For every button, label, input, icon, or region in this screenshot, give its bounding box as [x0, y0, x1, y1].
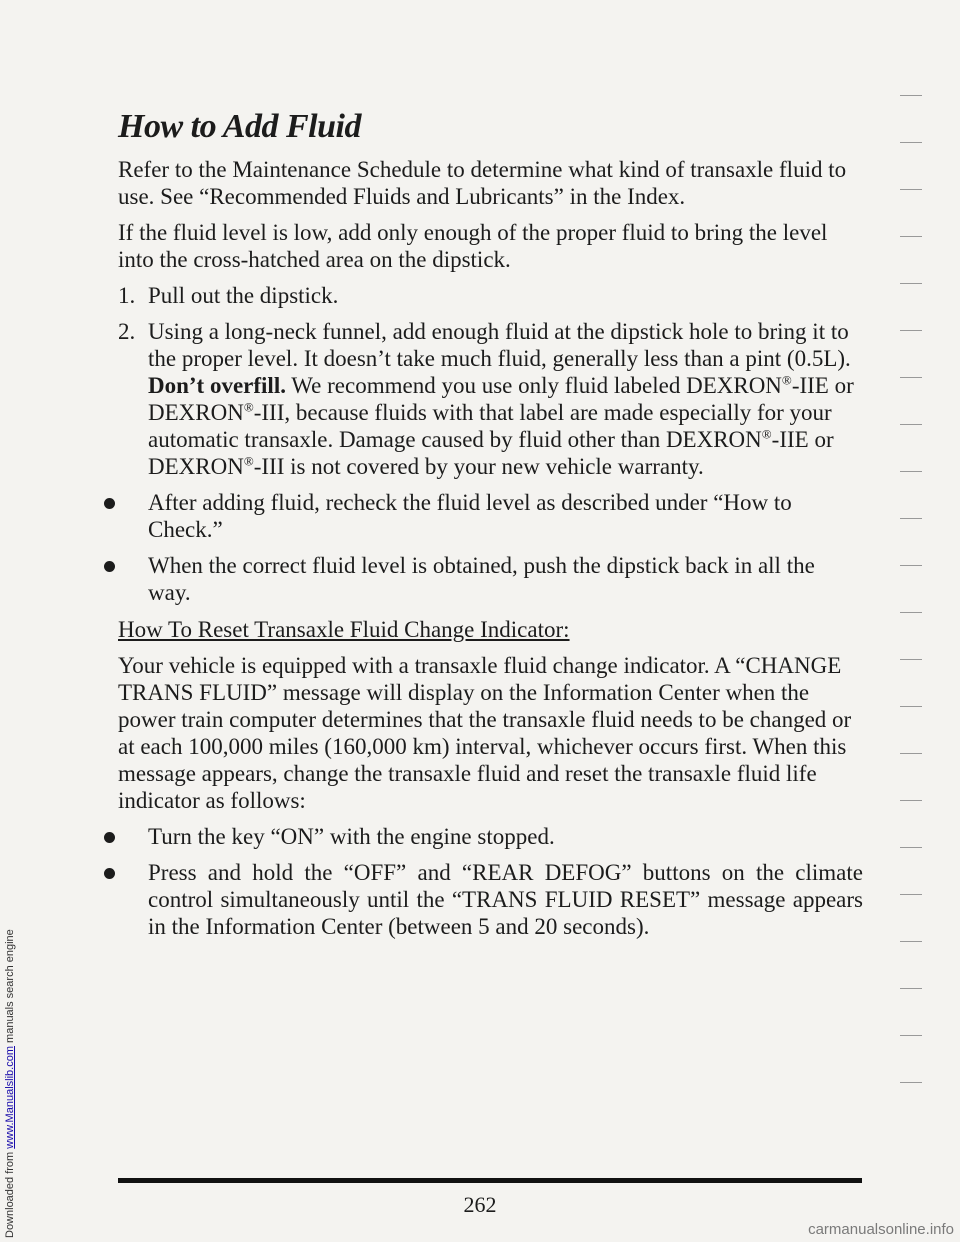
bullet-item: Turn the key “ON” with the engine stopped. — [118, 823, 863, 850]
intro-paragraph: If the fluid level is low, add only enough of the proper fluid to bring the level into the cross-hatched area on the dipstick. — [118, 220, 828, 272]
step-item: 2. Using a long-neck funnel, add enough fluid at the dipstick hole to bring it to the proper level. It doesn’t take much fluid, generally less than a pint (0.5L). Don’t overfill. We recommend you use only fluid labeled DEXRON®-IIE or DEXRON®-III, because fluids with that label are made especially for your automatic transaxle. Damage caused by fluid other than DEXRON®-IIE or DEXRON®-III is not covered by your new vehicle warranty. — [118, 319, 854, 479]
page-title: How to Add Fluid — [118, 108, 361, 145]
step-text: Pull out the dipstick. — [148, 283, 339, 308]
bullet-icon — [104, 561, 115, 572]
bullet-icon — [104, 498, 115, 509]
download-header — [0, 0, 20, 1242]
scan-edge-marks — [900, 95, 930, 1129]
intro-paragraph: Refer to the Maintenance Schedule to determine what kind of transaxle fluid to use. See “Recommended Fluids and Lubricants” in the Index. — [118, 157, 847, 209]
registered-mark: ® — [761, 426, 772, 442]
bullet-item: Press and hold the “OFF” and “REAR DEFOG” buttons on the climate control simultaneously until the “TRANS FLUID RESET” message appears in the Information Center (between 5 and 20 seconds). — [118, 859, 863, 940]
registered-mark: ® — [243, 453, 254, 469]
section-heading: How To Reset Transaxle Fluid Change Indicator: — [118, 617, 570, 642]
step-number: 2. — [118, 319, 136, 344]
watermark: carmanualsonline.info — [808, 1221, 954, 1238]
page-content — [118, 108, 863, 949]
bullet-icon — [104, 832, 115, 843]
step-item — [118, 282, 863, 309]
manualslib-link[interactable]: www.Manualslib.com — [4, 1046, 16, 1149]
footer-rule — [118, 1178, 862, 1183]
page-number: 262 — [463, 1192, 497, 1217]
step-number: 1. — [118, 283, 136, 308]
bullet-item: When the correct fluid level is obtained, push the dipstick back in all the way. — [118, 552, 863, 606]
bullet-item: After adding fluid, recheck the fluid level as described under “How to Check.” — [118, 489, 863, 543]
download-header-text: Downloaded from www.Manualslib.com manuals search engine — [4, 929, 16, 1238]
registered-mark: ® — [781, 372, 792, 388]
registered-mark: ® — [243, 399, 254, 415]
bullet-icon — [104, 868, 115, 879]
section-paragraph: Your vehicle is equipped with a transaxle fluid change indicator. A “CHANGE TRANS FLUID” message will display on the Information Center when the power train computer determines that the transaxle fluid needs to be changed or at each 100,000 miles (160,000 km) interval, whichever occurs first. When this message appears, change the transaxle fluid and reset the transaxle fluid life indicator as follows: — [118, 653, 852, 813]
overfill-warning: Don’t overfill. — [148, 373, 286, 398]
